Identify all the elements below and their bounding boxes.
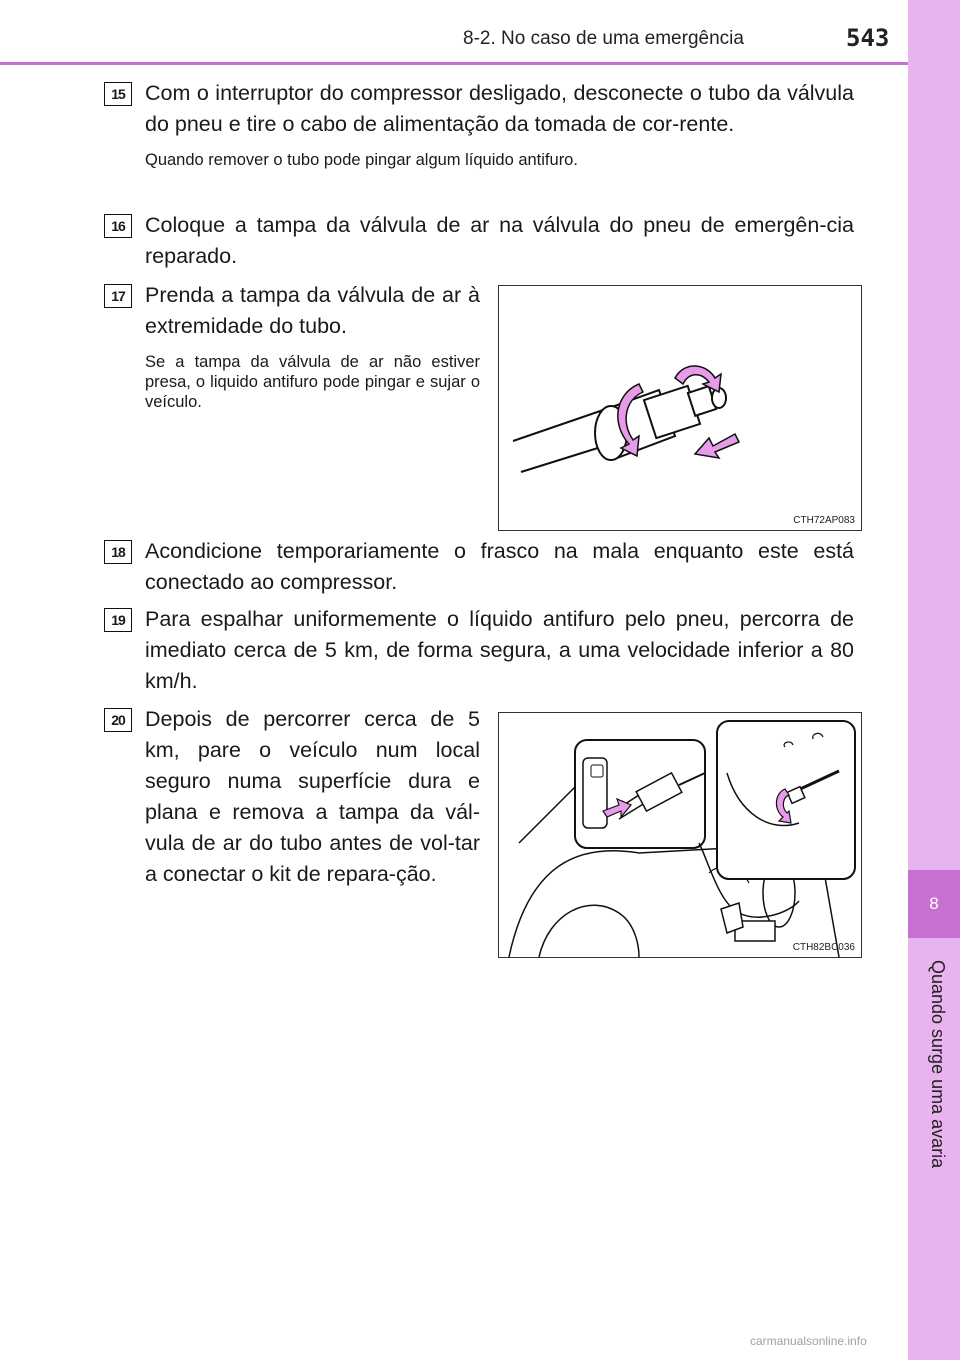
chapter-title: Quando surge uma avaria (928, 960, 948, 1169)
step-note: Se a tampa da válvula de ar não estiver presa, o liquido antifuro pode pingar e sujar o veículo. (145, 353, 480, 411)
step-15 (104, 78, 854, 170)
header-rule (0, 62, 908, 65)
step-number-badge: 20 (104, 708, 132, 732)
step-text: Coloque a tampa da válvula de ar na válvula do pneu de emergên-cia reparado. (145, 213, 854, 268)
step-17 (104, 280, 480, 412)
step-text: Prenda a tampa da válvula de ar à extremidade do tubo. (145, 283, 480, 338)
step-text: Depois de percorrer cerca de 5 km, pare o veículo num local seguro numa superfície dura e plana e remova a tampa da vál-vula de ar do tubo antes de vol-tar a conectar o kit de repara-ção. (145, 707, 480, 886)
step-text: Com o interruptor do compressor desligado, desconecte o tubo da válvula do pneu e tire o cabo de alimentação da tomada de cor-rente. (145, 81, 854, 136)
step-note: Quando remover o tubo pode pingar algum líquido antifuro. (145, 151, 578, 169)
step-text: Para espalhar uniformemente o líquido antifuro pelo pneu, percorra de imediato cerca de 5 km, de forma segura, a uma velocidade inferior a 80 km/h. (145, 607, 854, 693)
step-number-badge: 18 (104, 540, 132, 564)
figure-code: CTH72AP083 (793, 515, 855, 526)
car-compressor-drawing (499, 713, 861, 957)
step-19 (104, 604, 854, 697)
step-18 (104, 536, 854, 598)
section-title: 8-2. No caso de uma emergência (463, 28, 744, 49)
step-number-badge: 17 (104, 284, 132, 308)
compressor-reconnect-illustration (498, 712, 862, 958)
page-number: 543 (846, 24, 890, 52)
step-20 (104, 704, 480, 890)
chapter-number: 8 (908, 870, 960, 938)
step-number-badge: 15 (104, 82, 132, 106)
step-16 (104, 210, 854, 272)
step-number-badge: 16 (104, 214, 132, 238)
hose-cap-drawing (499, 286, 861, 530)
step-number-badge: 19 (104, 608, 132, 632)
footer-watermark: carmanualsonline.info (750, 1334, 867, 1348)
valve-cap-illustration (498, 285, 862, 531)
step-text: Acondicione temporariamente o frasco na mala enquanto este está conectado ao compressor. (145, 539, 854, 594)
figure-code: CTH82BC036 (792, 942, 855, 953)
